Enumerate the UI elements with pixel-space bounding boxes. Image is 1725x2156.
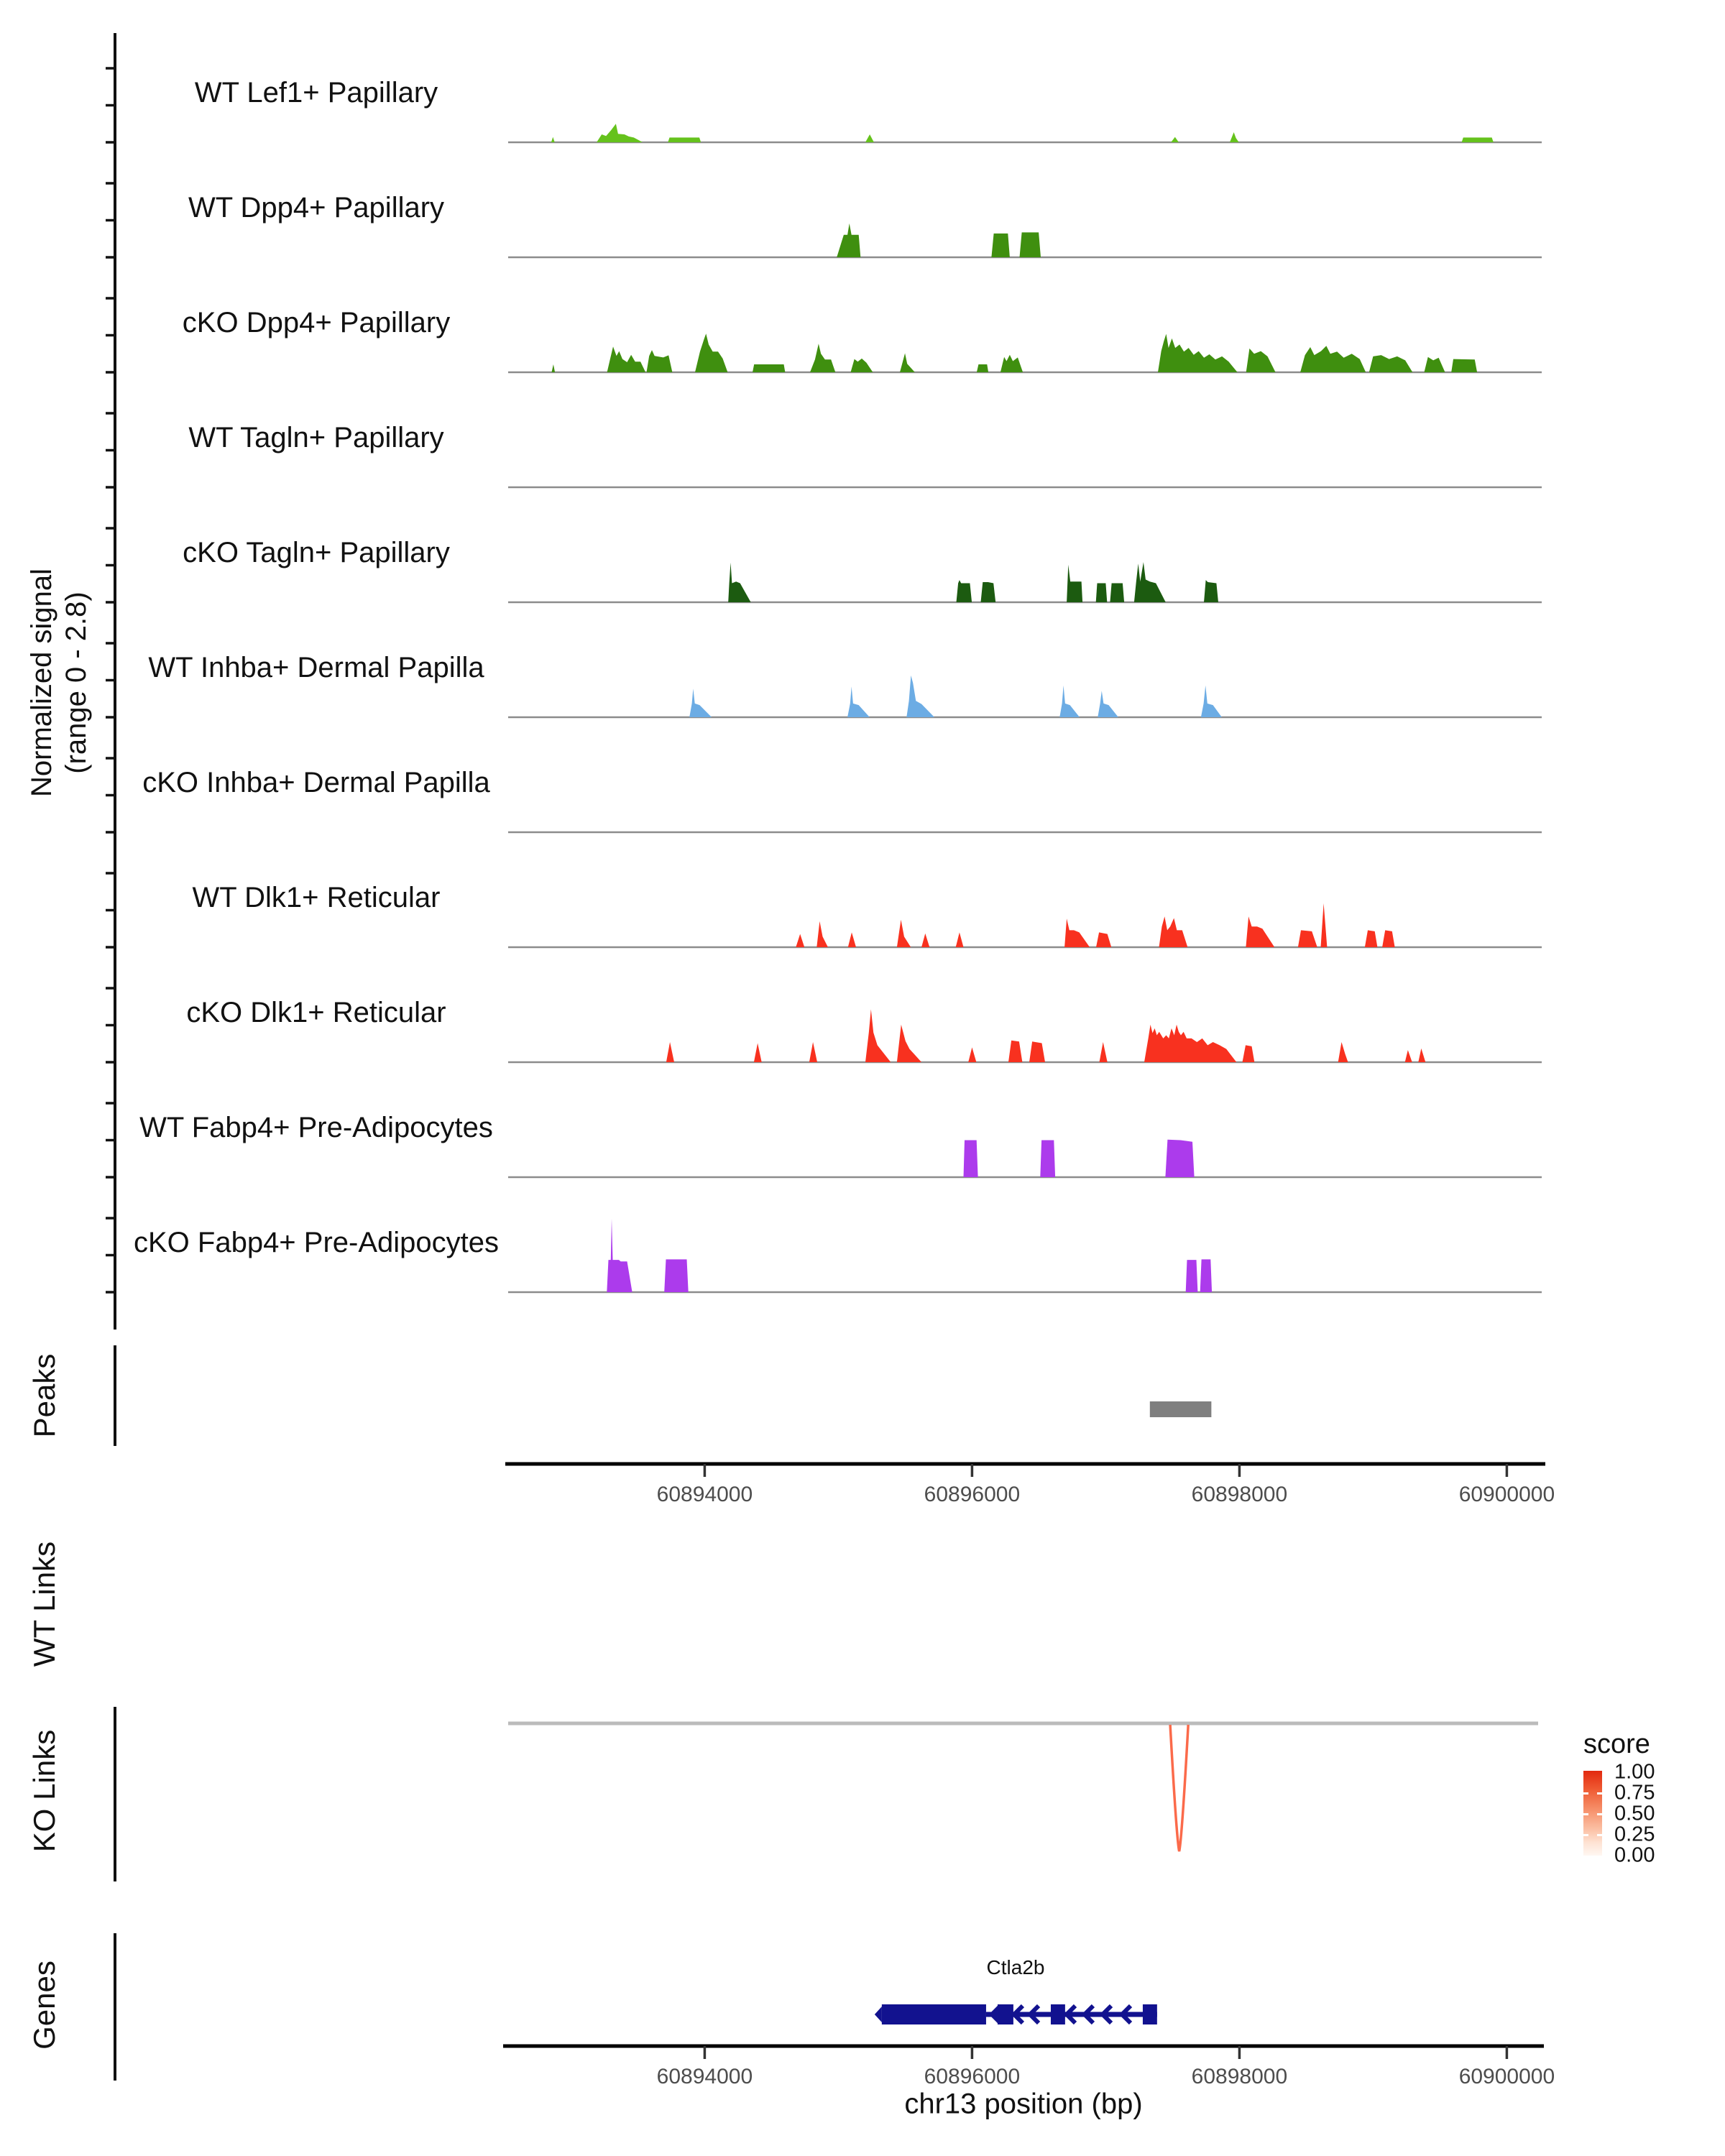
score-legend-title: score: [1583, 1729, 1650, 1759]
wt-links-track-label: WT Links: [27, 1541, 61, 1667]
signal-peak: [837, 224, 860, 257]
bottom-x-tick-label: 60898000: [1191, 2065, 1288, 2088]
track-label: cKO Tagln+ Papillary: [183, 537, 450, 568]
signal-peak: [1300, 346, 1366, 372]
ko-link-loop: [1170, 1725, 1188, 1851]
score-legend-bar-tick: [1583, 1834, 1588, 1836]
signal-peak: [1098, 691, 1118, 717]
signal-peak: [597, 124, 643, 142]
signal-peak: [851, 359, 873, 372]
signal-peak: [1186, 1260, 1198, 1292]
track-label: cKO Dlk1+ Reticular: [186, 997, 446, 1028]
bottom-x-tick-label: 60900000: [1458, 2065, 1555, 2088]
top-x-tick-label: 60894000: [656, 1483, 753, 1506]
track-label: WT Fabp4+ Pre-Adipocytes: [139, 1112, 493, 1143]
signal-peak: [1243, 1045, 1255, 1062]
signal-peak: [964, 1141, 978, 1178]
gene-exon-box: [882, 2004, 986, 2024]
signal-peak: [809, 1042, 817, 1062]
signal-axis-label-line2: (range 0 - 2.8): [60, 591, 92, 774]
signal-peak: [695, 333, 727, 372]
score-legend-bar-tick: [1597, 1813, 1602, 1815]
top-x-tick-label: 60896000: [924, 1483, 1021, 1506]
signal-peak: [956, 932, 964, 947]
signal-peak: [689, 688, 712, 717]
signal-peak: [1008, 1041, 1022, 1062]
signal-peak: [1067, 565, 1082, 602]
signal-peak: [1418, 1049, 1425, 1062]
signal-peak: [1382, 930, 1395, 947]
signal-peak: [1338, 1042, 1348, 1062]
signal-peak: [1159, 916, 1188, 947]
track-label: cKO Inhba+ Dermal Papilla: [142, 767, 490, 798]
signal-peak: [796, 934, 804, 947]
signal-peak: [647, 350, 673, 372]
signal-peak: [906, 676, 934, 717]
signal-peak: [1201, 686, 1222, 717]
signal-peak: [1365, 930, 1378, 947]
signal-peak: [991, 234, 1010, 257]
track-label: cKO Dpp4+ Papillary: [182, 307, 451, 338]
peak-region-box: [1150, 1401, 1212, 1417]
signal-peak: [1369, 355, 1413, 372]
signal-peak: [1204, 580, 1218, 602]
track-label: WT Inhba+ Dermal Papilla: [148, 652, 484, 683]
score-legend-tick-label: 0.50: [1614, 1802, 1655, 1825]
signal-peak: [897, 920, 911, 947]
score-legend-bar-tick: [1583, 1813, 1588, 1815]
signal-peak: [1462, 137, 1494, 142]
signal-peak: [1246, 349, 1276, 372]
signal-peak: [865, 1009, 891, 1062]
signal-peak: [1165, 1140, 1194, 1177]
signal-peak: [921, 934, 929, 947]
track-label: WT Dpp4+ Papillary: [188, 192, 445, 224]
signal-peak: [981, 582, 996, 602]
signal-peak: [1451, 359, 1477, 372]
signal-peak: [900, 354, 915, 373]
gene-name-label: Ctla2b: [986, 1956, 1045, 1978]
signal-peak: [666, 1042, 674, 1062]
top-x-tick-label: 60900000: [1458, 1483, 1555, 1506]
signal-peak: [1029, 1041, 1045, 1062]
signal-peak: [1000, 355, 1023, 372]
genes-track-label: Genes: [27, 1961, 61, 2050]
signal-peak: [1200, 1259, 1212, 1292]
gene-exon-box: [1143, 2004, 1157, 2024]
peaks-track-label: Peaks: [27, 1353, 61, 1438]
x-axis-title: chr13 position (bp): [904, 2088, 1143, 2120]
signal-peak: [1158, 334, 1238, 372]
score-legend-bar-tick: [1597, 1834, 1602, 1836]
signal-peak: [1020, 232, 1041, 257]
signal-peak: [1298, 930, 1317, 947]
signal-peak: [1321, 903, 1328, 947]
signal-peak: [810, 344, 835, 372]
signal-peak: [728, 563, 750, 602]
signal-peak: [848, 932, 856, 947]
signal-peak: [1425, 357, 1445, 372]
signal-peak: [668, 137, 701, 142]
signal-peak: [1064, 918, 1090, 947]
score-legend-tick-label: 0.25: [1614, 1823, 1655, 1846]
signal-peak: [1405, 1050, 1412, 1062]
signal-peak: [1100, 1042, 1108, 1062]
signal-peak: [1110, 584, 1124, 603]
signal-peak: [968, 1047, 976, 1062]
signal-peak: [664, 1259, 689, 1292]
signal-peak: [754, 1044, 762, 1063]
signal-peak: [753, 364, 785, 372]
signal-peak: [1230, 132, 1239, 142]
signal-peak: [816, 921, 828, 947]
track-label: WT Dlk1+ Reticular: [192, 882, 441, 913]
gene-exon-box: [1051, 2004, 1065, 2024]
signal-peak: [847, 686, 870, 717]
signal-peak: [607, 346, 646, 372]
signal-peak: [552, 364, 556, 372]
signal-peak: [1096, 932, 1111, 947]
score-legend-tick-label: 1.00: [1614, 1760, 1655, 1784]
bottom-x-tick-label: 60896000: [924, 2065, 1021, 2088]
bottom-x-tick-label: 60894000: [656, 2065, 753, 2088]
track-label: cKO Fabp4+ Pre-Adipocytes: [133, 1227, 500, 1258]
ko-links-track-label: KO Links: [27, 1729, 61, 1853]
signal-peak: [1059, 686, 1080, 717]
track-label: WT Lef1+ Papillary: [194, 77, 438, 109]
signal-peak: [1171, 137, 1179, 142]
signal-peak: [1096, 584, 1108, 603]
signal-peak: [1134, 562, 1166, 602]
score-legend-bar-tick: [1597, 1792, 1602, 1795]
signal-peak: [1246, 916, 1274, 947]
signal-peak: [865, 134, 874, 142]
signal-peak: [957, 580, 972, 602]
signal-axis-label-line1: Normalized signal: [26, 568, 58, 797]
signal-peak: [607, 1219, 632, 1292]
gene-strand-tip: [875, 2007, 882, 2022]
score-legend-tick-label: 0.00: [1614, 1843, 1655, 1867]
signal-peak: [551, 137, 555, 142]
top-x-tick-label: 60898000: [1191, 1483, 1288, 1506]
score-legend-tick-label: 0.75: [1614, 1781, 1655, 1805]
signal-peak: [1144, 1025, 1236, 1062]
score-legend-bar-tick: [1583, 1792, 1588, 1795]
signal-peak: [1040, 1141, 1055, 1178]
signal-axis-label: [24, 568, 93, 797]
track-label: WT Tagln+ Papillary: [188, 422, 444, 453]
signal-peak: [897, 1025, 921, 1062]
signal-peak: [977, 364, 988, 372]
